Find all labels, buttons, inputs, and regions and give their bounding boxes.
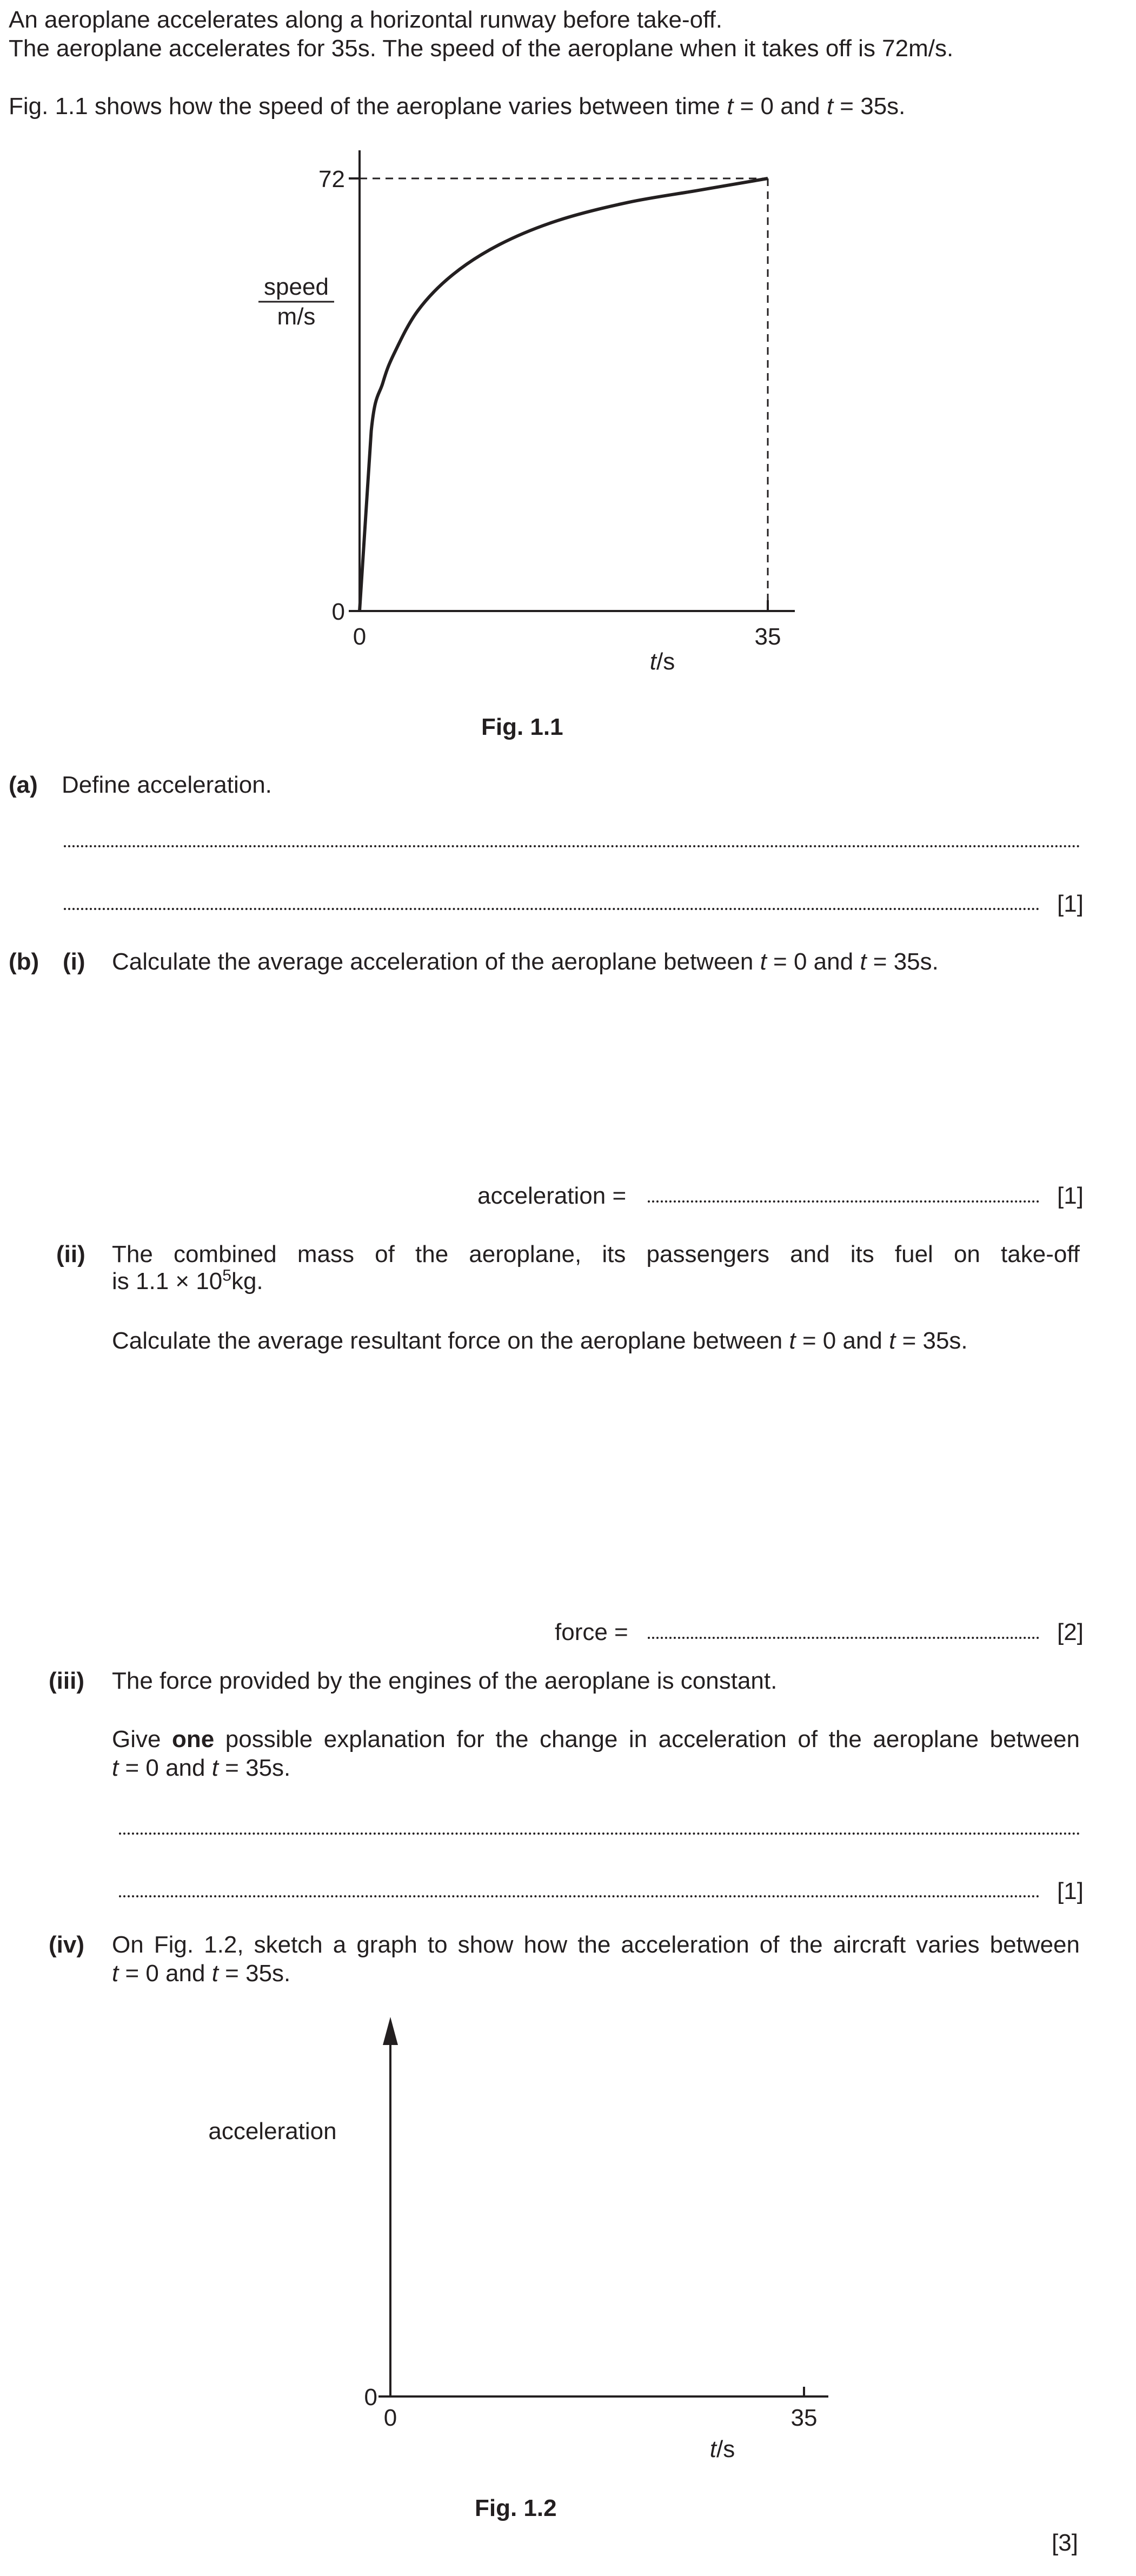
part-b-iii-instruction-line-2: t = 0 and t = 35s. [112,1755,291,1781]
y-tick-label-0: 0 [331,599,345,625]
y-axis-arrowhead [383,2017,398,2045]
part-b-ii-mark: [2] [1057,1619,1084,1645]
force-answer-line[interactable] [648,1637,1039,1639]
y-axis-label: acceleration [208,2118,337,2145]
intro-line-3: Fig. 1.1 shows how the speed of the aeroplane varies between time t = 0 and t = 35s. [9,93,906,119]
part-b-iv-label: (iv) [49,1931,84,1958]
part-b-ii-line-1: The combined mass of the aeroplane, its passengers and its fuel on take-off [112,1241,1080,1267]
x-tick-label-0: 0 [353,623,367,650]
part-b-ii-label: (ii) [56,1241,85,1267]
part-a-question: Define acceleration. [62,772,272,798]
figure-1-1-graph [0,124,1136,719]
y-tick-label-0: 0 [364,2384,377,2411]
part-b-iii-instruction-line-1: Give one possible explanation for the change in acceleration of the aeroplane between [112,1726,1080,1752]
acceleration-answer-line[interactable] [648,1200,1039,1203]
x-tick-label-35: 35 [790,2405,818,2431]
intro-line-2: The aeroplane accelerates for 35s. The speed of the aeroplane when it takes off is 72m/s. [9,35,954,62]
part-b-iv-mark: [3] [1052,2529,1078,2556]
x-axis-label: t/s [709,2436,735,2462]
part-b-iii-answer-line-2[interactable] [119,1895,1040,1897]
force-answer-label: force = [555,1619,628,1645]
part-b-iii-answer-line-1[interactable] [119,1833,1080,1835]
part-a-mark: [1] [1057,891,1084,917]
acceleration-answer-label: acceleration = [477,1183,627,1209]
part-b-i-label: (i) [63,948,85,975]
part-b-iii-statement: The force provided by the engines of the aeroplane is constant. [112,1668,778,1694]
x-axis-label: t/s [649,648,675,675]
y-tick-label-72: 72 [318,166,345,192]
part-b-iii-mark: [1] [1057,1878,1084,1904]
part-a-label: (a) [9,772,38,798]
speed-curve [360,178,768,611]
part-a-answer-line-1[interactable] [64,845,1080,847]
part-b-ii-line-2: is $1.1 \times 10^5kg$. [112,1266,263,1294]
part-b-ii-instruction: Calculate the average resultant force on the aeroplane between t = 0 and t = 35s. [112,1327,968,1354]
intro-line-1: An aeroplane accelerates along a horizontal runway before take-off. [9,6,723,33]
figure-1-2-caption: Fig. 1.2 [475,2495,557,2521]
y-axis-label-bottom: m/s [277,303,316,330]
figure-1-1-caption: Fig. 1.1 [481,714,563,740]
figure-1-2-sketch-area[interactable] [0,2001,1136,2487]
x-tick-label-0: 0 [383,2405,397,2431]
x-tick-label-35: 35 [754,623,781,650]
y-axis-label-top: speed [264,274,329,300]
part-b-label: (b) [9,948,39,975]
part-a-answer-line-2[interactable] [64,908,1040,910]
part-b-iii-label: (iii) [49,1668,84,1694]
part-b-i-mark: [1] [1057,1183,1084,1209]
part-b-i-question: Calculate the average acceleration of the aeroplane between t = 0 and t = 35s. [112,948,939,975]
part-b-iv-line-1: On Fig. 1.2, sketch a graph to show how the acceleration of the aircraft varies between [112,1931,1080,1958]
part-b-iv-line-2: t = 0 and t = 35s. [112,1960,291,1987]
